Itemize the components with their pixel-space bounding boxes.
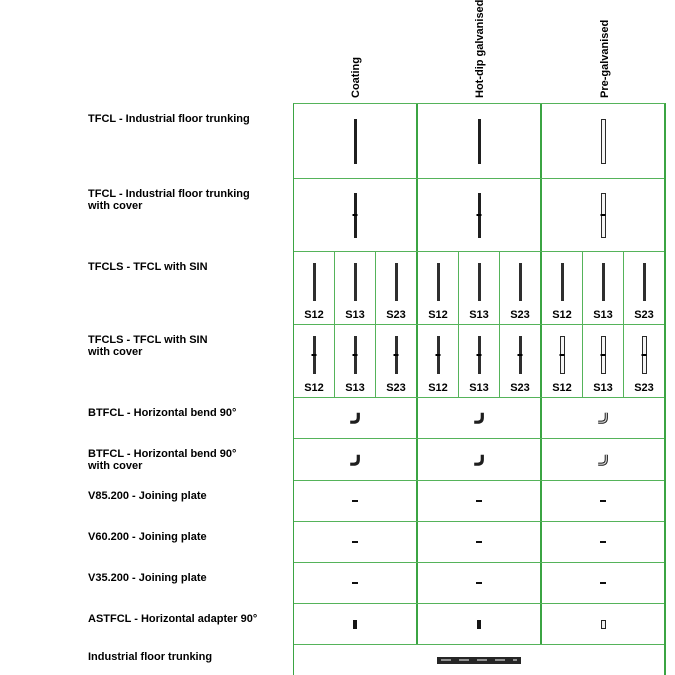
table-cell: [416, 252, 540, 324]
table-cell: [294, 563, 416, 603]
table-cell: [294, 398, 416, 438]
row-label-text: Industrial floor trunking: [88, 651, 213, 663]
trunking-sin-profile-icon: [437, 263, 440, 301]
table-cell: [294, 104, 416, 178]
table-cell: [294, 439, 416, 480]
joining-plate-icon: [476, 541, 482, 543]
size-label: S12: [304, 309, 324, 321]
row-label-text: TFCLS - TFCL with SIN: [88, 334, 208, 346]
row-label: [88, 188, 250, 212]
size-label: S12: [304, 382, 324, 394]
table-cell: [416, 104, 540, 178]
table-cell: [540, 104, 664, 178]
table-cell: [416, 179, 540, 251]
table-cell: [416, 398, 540, 438]
row-label: [88, 613, 257, 625]
table-row: [294, 179, 664, 252]
table-cell: [540, 398, 664, 438]
trunking-sin-profile-icon: [561, 263, 564, 301]
joining-plate-icon: [476, 582, 482, 584]
sub-cell-s12: [418, 325, 458, 397]
sub-cell-s23: [499, 252, 540, 324]
table-cell: [540, 563, 664, 603]
size-label: S13: [469, 309, 489, 321]
table-cell: [416, 325, 540, 397]
bend-90-icon: [349, 412, 361, 424]
sub-cell-s23: [499, 325, 540, 397]
bend-90-icon: [597, 412, 609, 424]
sub-cell-s12: [418, 252, 458, 324]
sub-cell-s13: [334, 252, 375, 324]
row-label: [88, 572, 207, 584]
floor-trunking-profile-cover-icon: [354, 193, 357, 238]
table-cell: [540, 179, 664, 251]
bend-90-icon: [473, 454, 485, 466]
trunking-sin-profile-icon: [313, 263, 316, 301]
row-label: [88, 407, 236, 419]
size-label: S13: [593, 382, 613, 394]
joining-plate-icon: [352, 500, 358, 502]
table-cell: [294, 645, 664, 675]
joining-plate-icon: [352, 582, 358, 584]
trunking-sin-profile-icon: [354, 263, 357, 301]
column-header-2: Hot-dip galvanised: [474, 0, 486, 98]
table-row: [294, 439, 664, 481]
joining-plate-icon: [600, 541, 606, 543]
size-label: S13: [345, 382, 365, 394]
row-label-text: ASTFCL - Horizontal adapter 90°: [88, 613, 258, 625]
size-label: S23: [386, 382, 406, 394]
size-label: S12: [552, 382, 572, 394]
table-cell: [540, 325, 664, 397]
trunking-sin-profile-cover-icon: [313, 336, 316, 374]
floor-trunking-profile-icon: [601, 119, 606, 164]
table-cell: [294, 252, 416, 324]
row-label-text: BTFCL - Horizontal bend 90°: [88, 448, 237, 460]
joining-plate-icon: [600, 500, 606, 502]
size-label: S13: [469, 382, 489, 394]
bend-90-icon: [349, 454, 361, 466]
sub-cell-s23: [375, 252, 416, 324]
product-coating-table: [293, 103, 666, 675]
table-cell: [416, 522, 540, 562]
size-label: S13: [345, 309, 365, 321]
size-label: S23: [510, 382, 530, 394]
table-row: [294, 645, 664, 675]
sub-cell-s12: [294, 252, 334, 324]
size-label: S12: [428, 382, 448, 394]
trunking-sin-profile-cover-icon: [395, 336, 398, 374]
trunking-sin-profile-cover-icon: [437, 336, 440, 374]
row-label-text: TFCLS - TFCL with SIN: [88, 261, 208, 273]
trunking-sin-profile-icon: [519, 263, 522, 301]
sub-cell-s13: [458, 325, 499, 397]
row-label: [88, 490, 207, 502]
row-label-text: TFCL - Industrial floor trunking: [88, 113, 250, 125]
joining-plate-icon: [600, 582, 606, 584]
trunking-top-view-icon: [437, 657, 521, 664]
row-label: [88, 261, 208, 273]
row-label: [88, 334, 208, 358]
joining-plate-icon: [352, 541, 358, 543]
table-cell: [294, 179, 416, 251]
table-cell: [540, 252, 664, 324]
table-cell: [294, 522, 416, 562]
table-row: [294, 563, 664, 604]
table-cell: [540, 481, 664, 521]
table-cell: [416, 439, 540, 480]
trunking-sin-profile-icon: [478, 263, 481, 301]
trunking-sin-profile-icon: [602, 263, 605, 301]
size-label: S23: [510, 309, 530, 321]
sub-cell-s13: [334, 325, 375, 397]
row-label-subtext: with cover: [88, 200, 143, 212]
table-row: [294, 398, 664, 439]
table-row: [294, 481, 664, 522]
trunking-sin-profile-icon: [643, 263, 646, 301]
size-label: S12: [428, 309, 448, 321]
table-cell: [416, 481, 540, 521]
table-row: [294, 325, 664, 398]
trunking-sin-profile-cover-icon: [478, 336, 481, 374]
table-row: [294, 252, 664, 325]
floor-trunking-profile-cover-icon: [478, 193, 481, 238]
trunking-sin-profile-cover-icon: [519, 336, 522, 374]
trunking-sin-profile-icon: [395, 263, 398, 301]
size-label: S23: [386, 309, 406, 321]
table-cell: [294, 604, 416, 644]
adapter-90-icon: [353, 620, 357, 629]
row-label-subtext: with cover: [88, 346, 143, 358]
column-header-3: Pre-galvanised: [599, 19, 611, 98]
sub-cell-s13: [458, 252, 499, 324]
sub-cell-s12: [294, 325, 334, 397]
row-label-text: TFCL - Industrial floor trunking: [88, 188, 250, 200]
adapter-90-icon: [601, 620, 606, 629]
sub-cell-s12: [542, 252, 582, 324]
bend-90-icon: [597, 454, 609, 466]
row-label-text: V60.200 - Joining plate: [88, 531, 207, 543]
row-label-text: V35.200 - Joining plate: [88, 572, 207, 584]
sub-cell-s23: [375, 325, 416, 397]
table-cell: [416, 604, 540, 644]
column-header-1: Coating: [350, 57, 362, 98]
trunking-sin-profile-cover-icon: [642, 336, 647, 374]
joining-plate-icon: [476, 500, 482, 502]
sub-cell-s13: [582, 325, 623, 397]
row-label: [88, 113, 250, 125]
row-label-text: V85.200 - Joining plate: [88, 490, 207, 502]
trunking-sin-profile-cover-icon: [601, 336, 606, 374]
table-row: [294, 522, 664, 563]
table-row: [294, 104, 664, 179]
table-cell: [540, 604, 664, 644]
row-label: [88, 651, 212, 663]
floor-trunking-profile-icon: [478, 119, 481, 164]
size-label: S23: [634, 309, 654, 321]
sub-cell-s12: [542, 325, 582, 397]
row-label-subtext: with cover: [88, 460, 143, 472]
table-cell: [540, 439, 664, 480]
row-label: [88, 448, 236, 472]
sub-cell-s23: [623, 252, 664, 324]
sub-cell-s23: [623, 325, 664, 397]
row-label: [88, 531, 207, 543]
adapter-90-icon: [477, 620, 481, 629]
bend-90-icon: [473, 412, 485, 424]
floor-trunking-profile-icon: [354, 119, 357, 164]
table-cell: [294, 481, 416, 521]
size-label: S12: [552, 309, 572, 321]
table-cell: [294, 325, 416, 397]
table-row: [294, 604, 664, 645]
sub-cell-s13: [582, 252, 623, 324]
trunking-sin-profile-cover-icon: [354, 336, 357, 374]
row-label-text: BTFCL - Horizontal bend 90°: [88, 407, 237, 419]
trunking-sin-profile-cover-icon: [560, 336, 565, 374]
table-cell: [416, 563, 540, 603]
size-label: S23: [634, 382, 654, 394]
size-label: S13: [593, 309, 613, 321]
floor-trunking-profile-cover-icon: [601, 193, 606, 238]
table-cell: [540, 522, 664, 562]
